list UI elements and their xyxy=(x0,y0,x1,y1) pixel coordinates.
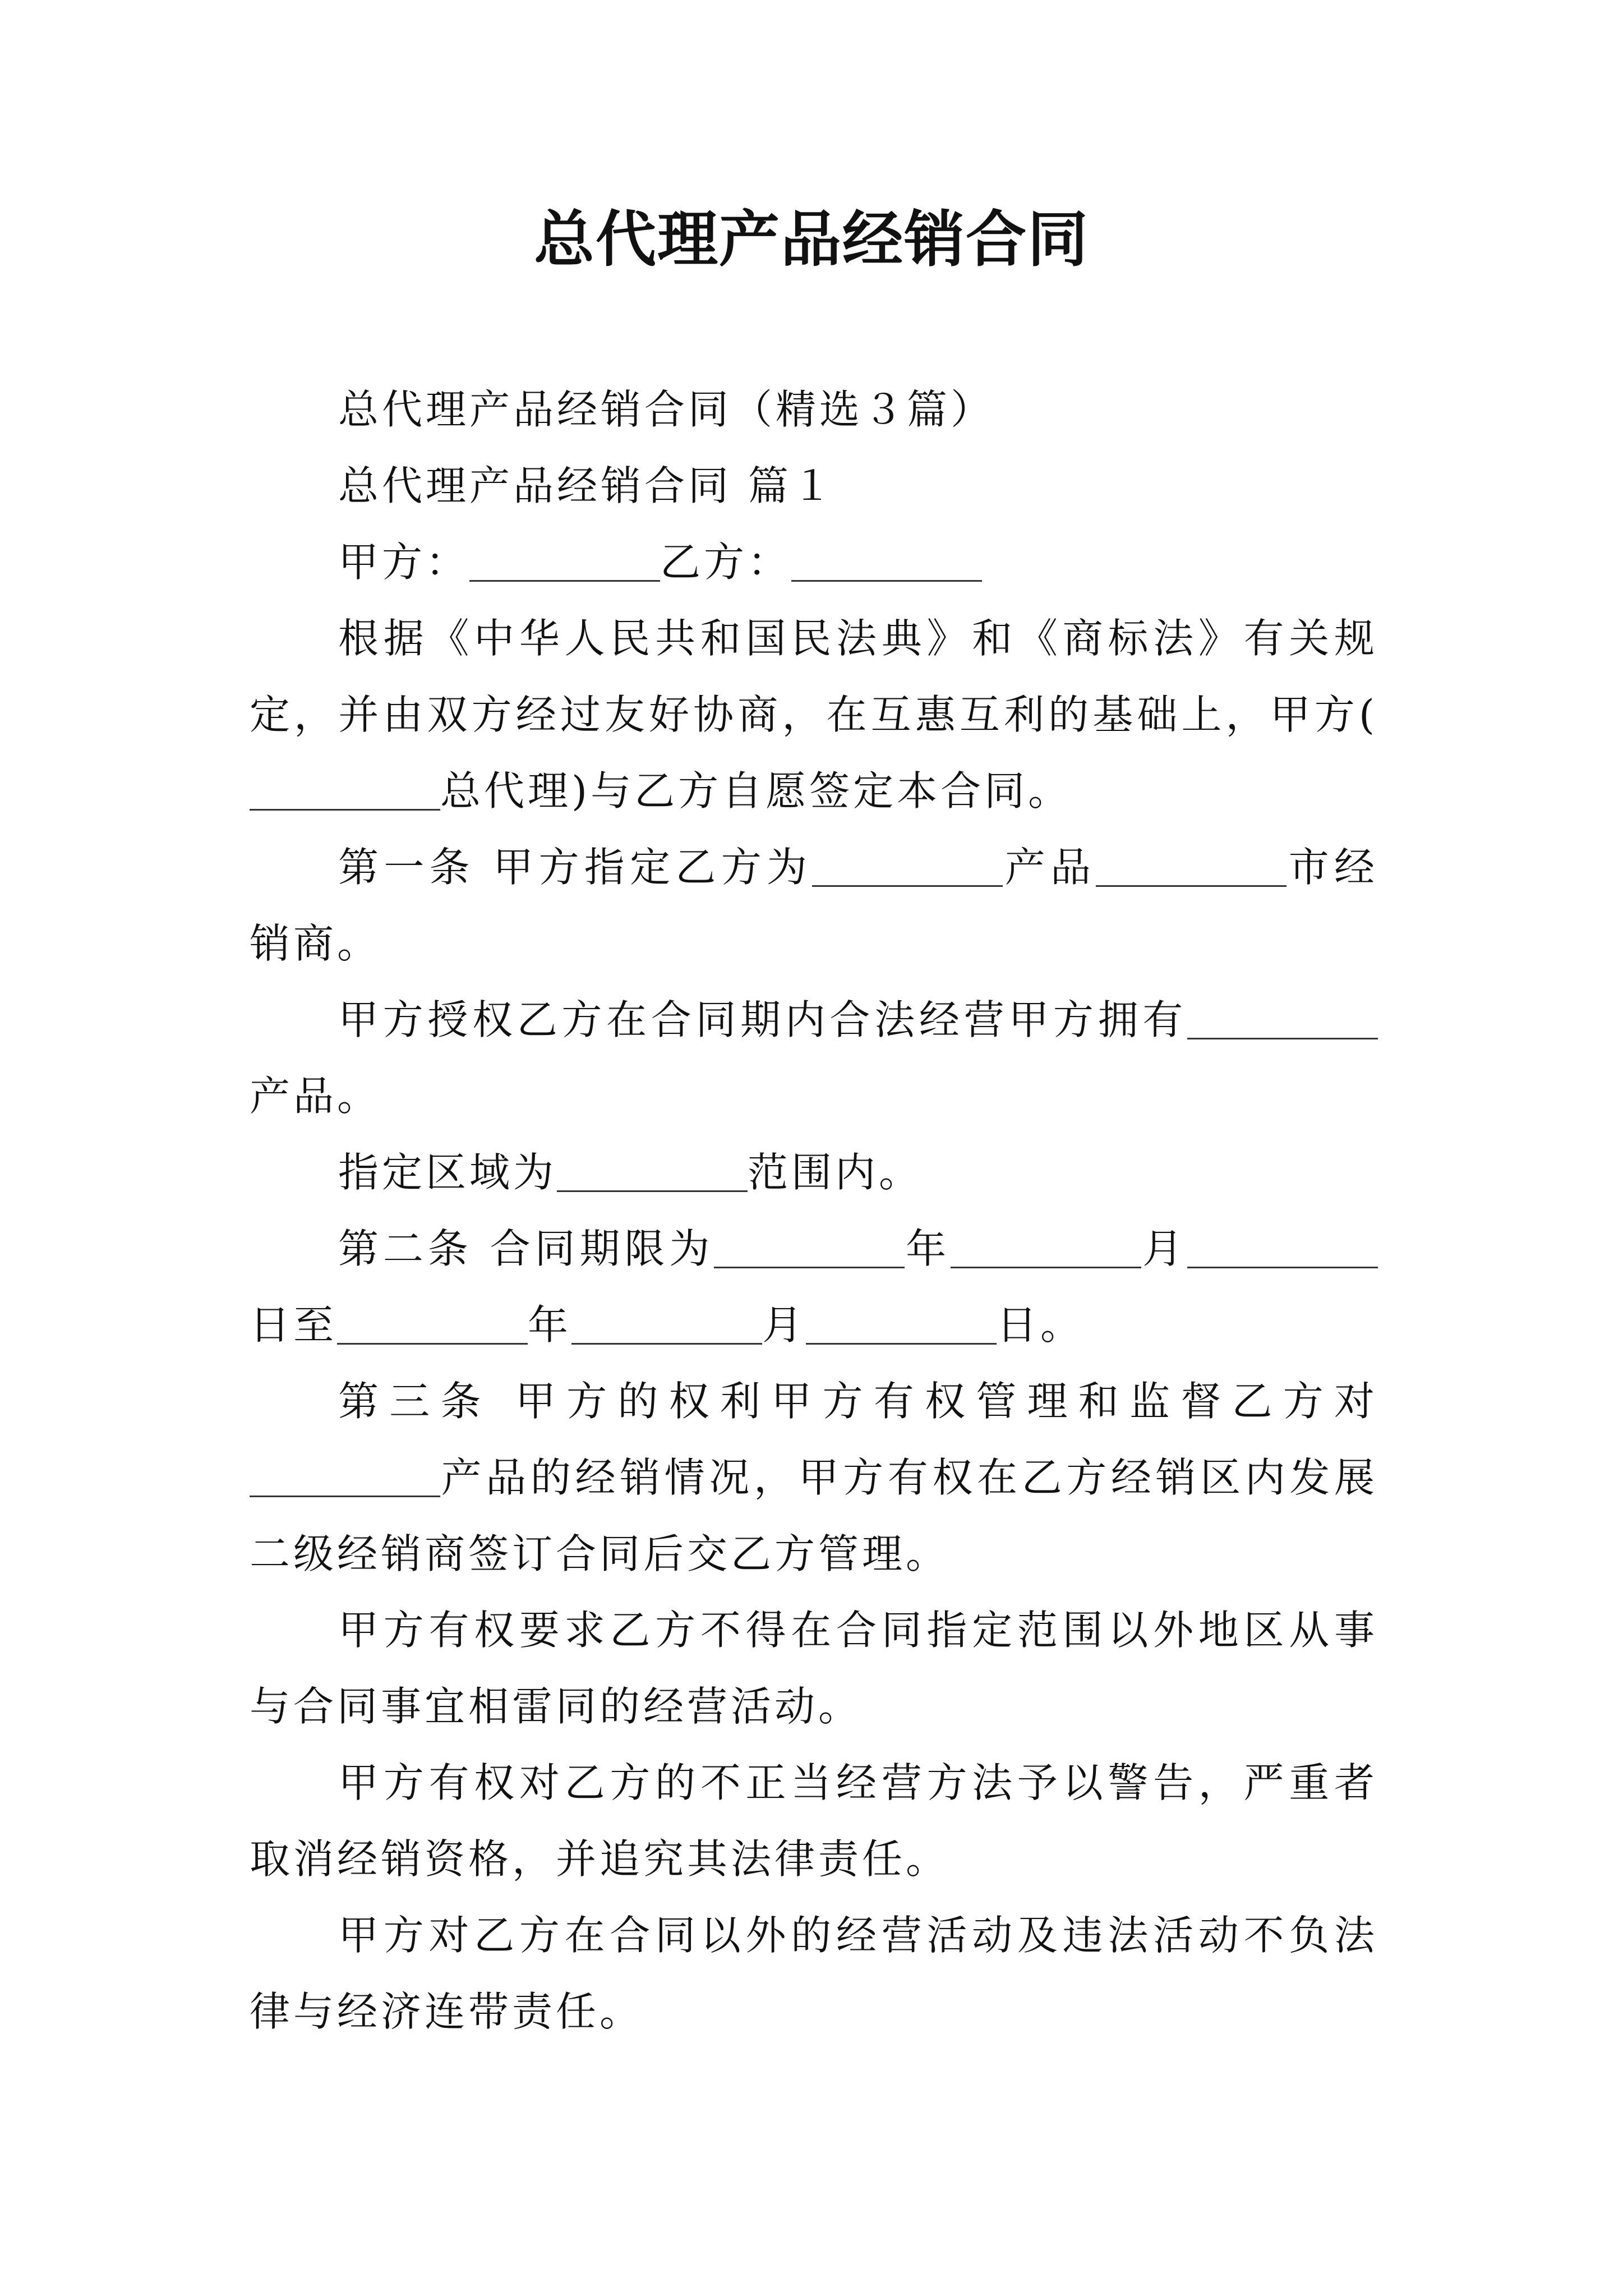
paragraph-text: 第三条 甲方的权利甲方有权管理和监督乙方对 xyxy=(338,1378,1378,1425)
fill-in-blank[interactable] xyxy=(812,845,1003,887)
paragraph-text: 年 xyxy=(905,1225,951,1272)
paragraph-text: 年 xyxy=(528,1301,572,1349)
paragraph-text: 产品的经销情况，甲方有权在乙方经销区内发展二级经销商签订合同后交乙方管理。 xyxy=(250,1454,1378,1577)
fill-in-blank[interactable] xyxy=(250,769,440,811)
paragraph-parties xyxy=(250,524,1378,600)
fill-in-blank[interactable] xyxy=(469,540,660,582)
paragraph-text: 市经销商。 xyxy=(250,844,1378,967)
fill-in-blank[interactable] xyxy=(571,1303,762,1345)
document-body xyxy=(250,371,1378,2050)
paragraph-art1-region xyxy=(250,1134,1378,1211)
paragraph-text: 日。 xyxy=(997,1301,1085,1349)
paragraph-text: 月 xyxy=(762,1301,806,1349)
fill-in-blank[interactable] xyxy=(714,1226,905,1268)
paragraph-text: 范围内。 xyxy=(748,1149,923,1196)
paragraph-text: 指定区域为 xyxy=(338,1149,557,1196)
paragraph-text: 总代理产品经销合同（精选３篇） xyxy=(338,386,995,433)
paragraph-text: 第一条 甲方指定乙方为 xyxy=(338,844,813,891)
paragraph-art3-4 xyxy=(250,1897,1378,2050)
paragraph-section xyxy=(250,448,1378,524)
paragraph-text: 第二条 合同期限为 xyxy=(338,1225,714,1272)
paragraph-art3-3 xyxy=(250,1745,1378,1897)
paragraph-art1-auth xyxy=(250,982,1378,1134)
paragraph-art3 xyxy=(250,1363,1378,1592)
paragraph-text: 产品 xyxy=(1003,844,1096,891)
paragraph-art3-2 xyxy=(250,1592,1378,1745)
paragraph-text: 总代理产品经销合同 篇１ xyxy=(338,462,836,509)
paragraph-text: 月 xyxy=(1141,1225,1187,1272)
paragraph-text: 甲方对乙方在合同以外的经营活动及违法活动不负法律与经济连带责任。 xyxy=(250,1912,1378,2035)
fill-in-blank[interactable] xyxy=(250,1455,440,1497)
fill-in-blank[interactable] xyxy=(1096,845,1287,887)
paragraph-text: 甲方有权要求乙方不得在合同指定范围以外地区从事与合同事宜相雷同的经营活动。 xyxy=(250,1607,1378,1730)
paragraph-text: 甲方： xyxy=(338,539,470,586)
paragraph-subtitle xyxy=(250,371,1378,448)
fill-in-blank[interactable] xyxy=(337,1303,528,1345)
paragraph-basis xyxy=(250,600,1378,829)
paragraph-text: 甲方有权对乙方的不正当经营方法予以警告，严重者取消经销资格，并追究其法律责任。 xyxy=(250,1759,1378,1883)
paragraph-text: 总代理)与乙方自愿签定本合同。 xyxy=(440,767,1072,815)
fill-in-blank[interactable] xyxy=(951,1226,1141,1268)
fill-in-blank[interactable] xyxy=(1187,997,1378,1039)
paragraph-text: 日至 xyxy=(250,1301,338,1349)
fill-in-blank[interactable] xyxy=(791,540,982,582)
fill-in-blank[interactable] xyxy=(557,1150,748,1192)
document-title: 总代理产品经销合同 xyxy=(533,204,1089,275)
paragraph-text: 产品。 xyxy=(250,1073,381,1120)
paragraph-art2 xyxy=(250,1211,1378,1363)
paragraph-text: 甲方授权乙方在合同期内合法经营甲方拥有 xyxy=(338,996,1187,1043)
fill-in-blank[interactable] xyxy=(806,1303,997,1345)
paragraph-text: 乙方： xyxy=(660,539,792,586)
paragraph-art1 xyxy=(250,829,1378,982)
fill-in-blank[interactable] xyxy=(1187,1226,1378,1268)
paragraph-text: 根据《中华人民共和国民法典》和《商标法》有关规定，并由双方经过友好协商，在互惠互利的基础上，甲方( xyxy=(250,615,1378,738)
